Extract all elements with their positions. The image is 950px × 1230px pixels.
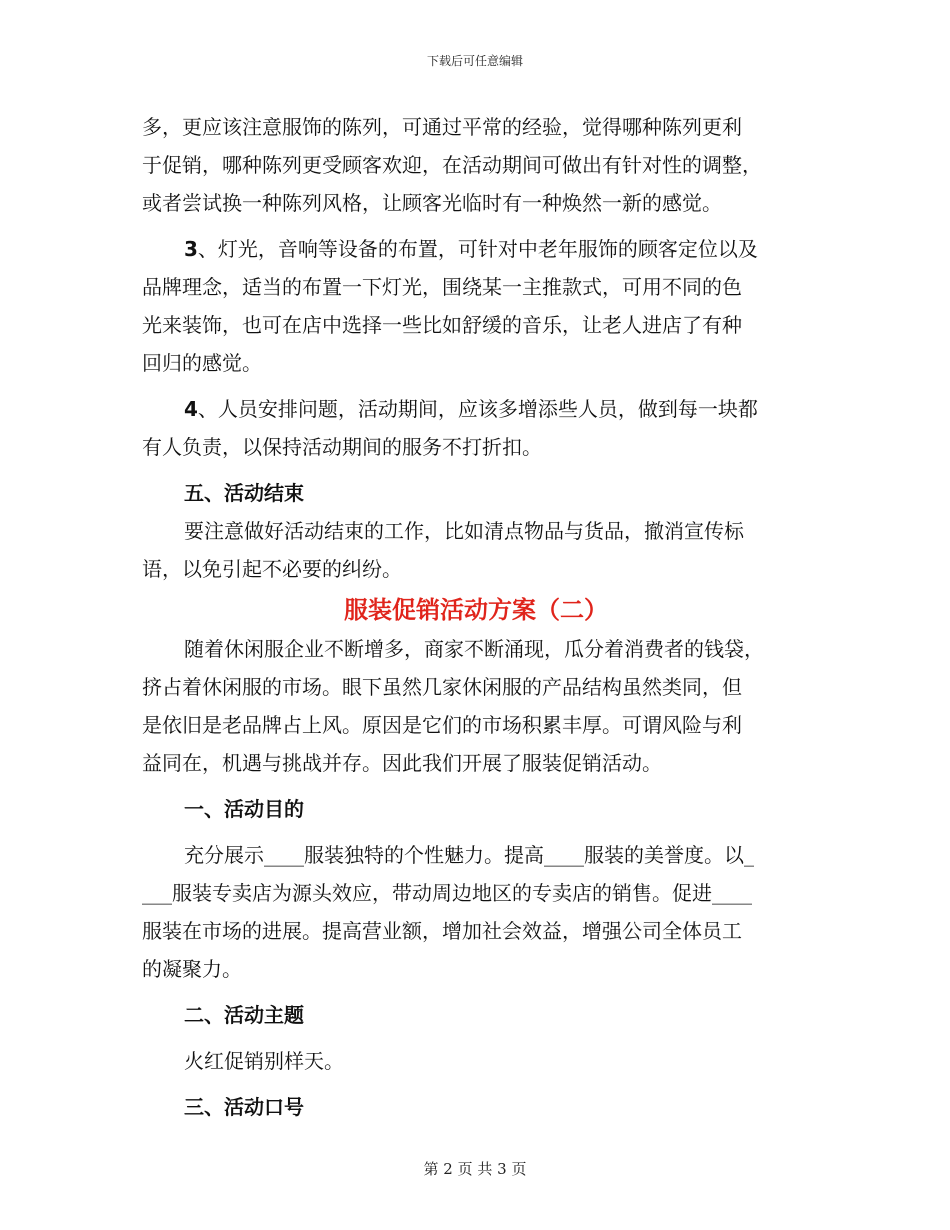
text-line: 品牌理念，适当的布置一下灯光，围绕某一主推款式，可用不同的色 [142,275,742,299]
text-line: 多，更应该注意服饰的陈列，可通过平常的经验，觉得哪种陈列更利 [142,115,742,139]
section-heading: 五、活动结束 [184,481,304,505]
document-title: 服装促销活动方案（二） [344,596,608,624]
paragraph-staffing [142,390,810,466]
page-header: 下载后可任意编辑 [426,54,523,68]
text-line: 随着休闲服企业不断增多，商家不断涌现，瓜分着消费者的钱袋， [184,637,764,661]
section-heading: 三、活动口号 [184,1095,304,1119]
item-number: 4 [184,397,198,421]
paragraph-theme [142,1042,810,1080]
paragraph-intro [142,630,810,782]
text-line [142,230,810,268]
text-line: 要注意做好活动结束的工作，比如清点物品与货品，撤消宣传标 [184,519,744,543]
text-line: 有人负责，以保持活动期间的服务不打折扣。 [142,435,542,459]
page-footer: 第 2 页 共 3 页 [423,1160,527,1178]
text-line: 或者尝试换一种陈列风格，让顾客光临时有一种焕然一新的感觉。 [142,191,722,215]
paragraph-ending [142,512,810,588]
paragraph-lighting [142,230,810,382]
text-line: 充分展示____服装独特的个性魅力。提高____服装的美誉度。以_ [184,843,754,867]
text-line: 光来装饰，也可在店中选择一些比如舒缓的音乐，让老人进店了有种 [142,313,742,337]
text-line: 于促销，哪种陈列更受顾客欢迎，在活动期间可做出有针对性的调整， [142,153,762,177]
text-fragment: 、人员安排问题，活动期间，应该多增添些人员，做到每一块都 [197,397,758,421]
document-body [142,108,810,1126]
text-line: 挤占着休闲服的市场。眼下虽然几家休闲服的产品结构虽然类同，但 [142,675,742,699]
text-line: 是依旧是老品牌占上风。原因是它们的市场积累丰厚。可谓风险与利 [142,713,742,737]
item-number: 3 [184,237,198,261]
paragraph-display [142,108,810,222]
text-line: 的凝聚力。 [142,957,242,981]
text-line: 回归的感觉。 [142,351,262,375]
text-line: 火红促销别样天。 [184,1049,344,1073]
text-fragment: 、灯光，音响等设备的布置，可针对中老年服饰的顾客定位以及 [197,237,758,261]
text-line: 服装在市场的进展。提高营业额，增加社会效益，增强公司全体员工 [142,919,742,943]
text-line [142,390,810,428]
section-heading: 一、活动目的 [184,797,304,821]
text-line: 语，以免引起不必要的纠纷。 [142,557,402,581]
text-line: 益同在，机遇与挑战并存。因此我们开展了服装促销活动。 [142,751,662,775]
section-heading: 二、活动主题 [184,1003,304,1027]
paragraph-purpose [142,836,810,988]
text-line: ___服装专卖店为源头效应，带动周边地区的专卖店的销售。促进____ [142,881,752,905]
